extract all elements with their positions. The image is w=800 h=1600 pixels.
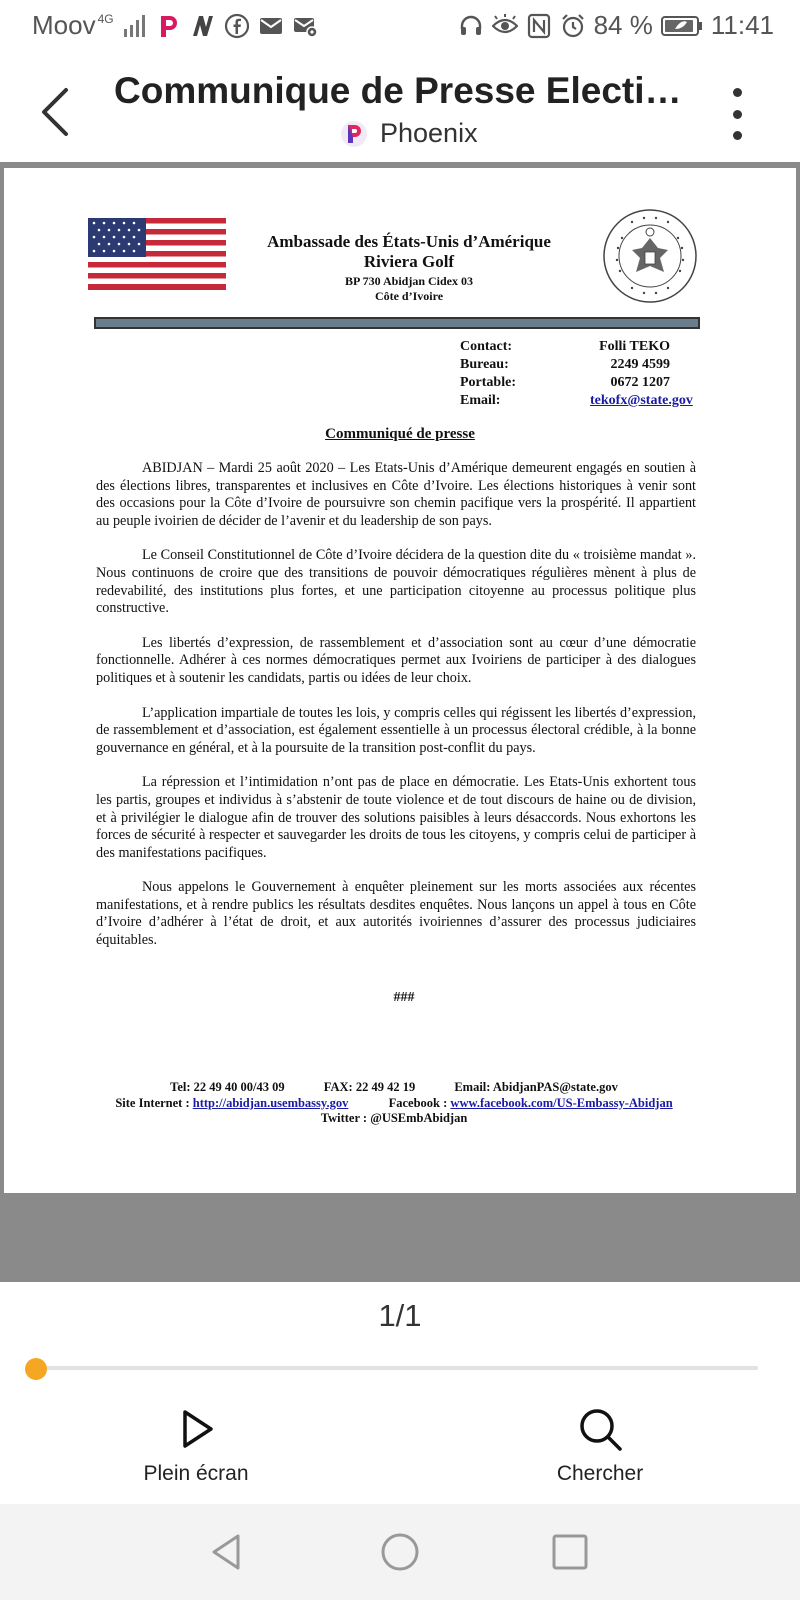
contact-block <box>460 338 693 410</box>
n-notif-icon <box>190 13 216 39</box>
clock: 11:41 <box>710 10 774 40</box>
press-release-title: Communiqué de presse <box>325 426 475 442</box>
document-page[interactable] <box>4 168 796 1193</box>
app-source <box>340 118 478 149</box>
more-vert-icon[interactable] <box>722 84 752 144</box>
app-name: Phoenix <box>380 118 478 148</box>
contact-key: Email: <box>460 393 501 408</box>
nfc-icon <box>526 13 552 39</box>
footer-facebook-label: Facebook : <box>388 1095 448 1110</box>
status-left <box>32 10 318 41</box>
letterhead <box>244 232 574 304</box>
letterhead-line: Riviera Golf <box>363 252 455 271</box>
paragraph: ABIDJAN – Mardi 25 août 2020 – Les Etats-Unis d’Amérique demeurent engagés en soutien à des élections libres, transparentes et inclusives en Côte d’Ivoire. Les élections historiques à venir sont des occasions pour la Côte d’Ivoire de poursuivre son chemin pacifique vers la prospérité. Il appartient au peuple ivoirien de décider de l’avenir et du leadership de son pays. <box>96 460 696 529</box>
status-bar <box>0 0 800 56</box>
footer-line <box>4 1080 784 1096</box>
footer-site-label: Site Internet : <box>115 1095 190 1110</box>
phoenix-notif-icon <box>156 13 182 39</box>
footer-email: Email: AbidjanPAS@state.gov <box>454 1080 618 1094</box>
letterhead-divider <box>94 317 700 329</box>
paragraph: La répression et l’intimidation n’ont pas de place en démocratie. Les Etats-Unis exhortent tous les partis, groupes et individus à s’abstenir de toute violence et de tout discours de haine ou de division, et à privilégier le dialogue afin de trouver des solutions paisibles à leurs désaccords. Nous exhortons les forces de sécurité à respecter et sauvegarder les droits de tous les citoyens, y compris celui de participer à des manifestations pacifiques. <box>96 774 696 861</box>
contact-row <box>460 338 670 356</box>
slider-track[interactable] <box>34 1366 758 1370</box>
contact-value: 0672 1207 <box>610 375 670 390</box>
nav-back-icon[interactable] <box>204 1528 252 1576</box>
us-flag-image <box>88 218 226 290</box>
search-icon <box>575 1404 625 1454</box>
footer-facebook-link[interactable]: www.facebook.com/US-Embassy-Abidjan <box>450 1095 673 1110</box>
back-arrow-icon[interactable] <box>36 82 76 142</box>
fullscreen-button[interactable] <box>96 1404 296 1486</box>
document-title: Communique de Presse Electio… <box>114 70 704 111</box>
footer-twitter: Twitter : @USEmbAbidjan <box>320 1111 468 1125</box>
nav-home-icon[interactable] <box>376 1528 424 1576</box>
paragraph: Nous appelons le Gouvernement à enquêter pleinement sur les morts associées aux récentes manifestations, et à rendre publics les résultats desdites enquêtes. Nous lançons un appel à tous en Côte d’Ivoire d’adhérer à l’état de droit, et aux autorités ivoiriennes d’assurer des processus judiciaires équitables. <box>96 879 696 949</box>
contact-email-link[interactable]: tekofx@state.gov <box>590 393 693 408</box>
alarm-icon <box>560 13 586 39</box>
page-indicator: 1/1 <box>378 1298 422 1333</box>
footer-tel: Tel: 22 49 40 00/43 09 <box>170 1080 285 1094</box>
more-dot <box>733 131 742 140</box>
paragraph: L’application impartiale de toutes les lois, y compris celles qui régissent les libertés d’expression, de rassemblement et d’association, est également essentielle à un processus électoral crédible, à la bonne gouvernance en général, et à la poursuite de la transition post-conflit du pays. <box>96 704 696 756</box>
more-dot <box>733 110 742 119</box>
paragraph: Les libertés d’expression, de rassemblement et d’association sont au cœur d’une démocratie fonctionnelle. Adhérer à ces normes démocratiques permet aux Ivoiriens de participer à des dialogues politiques et à soutenir les candidats, partis ou idées de leur choix. <box>96 634 696 686</box>
nav-recents-icon[interactable] <box>546 1528 594 1576</box>
search-label: Chercher <box>556 1462 644 1485</box>
document-viewer[interactable] <box>0 162 800 1282</box>
eye-icon <box>492 13 518 39</box>
headset-icon <box>458 13 484 39</box>
system-nav-bar <box>0 1504 800 1600</box>
contact-key: Bureau: <box>460 357 509 372</box>
app-header <box>0 62 800 162</box>
slider-thumb[interactable] <box>25 1358 47 1380</box>
mail-icon <box>258 13 284 39</box>
document-footer <box>4 1080 784 1127</box>
status-right <box>458 10 774 41</box>
phoenix-logo-icon <box>340 120 368 148</box>
end-mark: ### <box>393 990 415 1005</box>
battery-icon <box>661 13 703 39</box>
contact-value: Folli TEKO <box>599 339 670 354</box>
play-icon <box>171 1404 221 1454</box>
network-label: 4G <box>97 11 114 26</box>
page-slider[interactable] <box>24 1358 768 1378</box>
facebook-icon <box>224 13 250 39</box>
state-department-seal-image <box>602 208 698 304</box>
paragraph: Le Conseil Constitutionnel de Côte d’Ivoire décidera de la question dite du « troisième mandat ». Nous continuons de croire que des transitions de pouvoir démocratiques régulières mènent à plus de redevabilité, des institutions plus fortes, et une participation citoyenne au processus politique plus constructive. <box>96 547 696 617</box>
letterhead-line: Ambassade des États-Unis d’Amérique <box>267 232 551 251</box>
contact-row <box>460 392 693 410</box>
press-release-body <box>96 460 696 967</box>
contact-row <box>460 374 670 392</box>
contact-key: Portable: <box>460 375 516 390</box>
contact-key: Contact: <box>460 339 513 354</box>
battery-percent: 84 % <box>593 10 653 40</box>
carrier-label: Moov <box>32 10 96 40</box>
more-dot <box>733 88 742 97</box>
letterhead-line: BP 730 Abidjan Cidex 03 <box>344 274 474 288</box>
signal-icon <box>122 13 148 39</box>
letterhead-line: Côte d’Ivoire <box>374 289 444 303</box>
fullscreen-label: Plein écran <box>143 1462 249 1485</box>
contact-row <box>460 356 670 374</box>
contact-value: 2249 4599 <box>610 357 670 372</box>
mail-settings-icon <box>292 13 318 39</box>
footer-line <box>4 1096 784 1112</box>
footer-fax: FAX: 22 49 42 19 <box>323 1080 416 1094</box>
footer-site-link[interactable]: http://abidjan.usembassy.gov <box>192 1095 349 1110</box>
search-button[interactable] <box>500 1404 700 1486</box>
